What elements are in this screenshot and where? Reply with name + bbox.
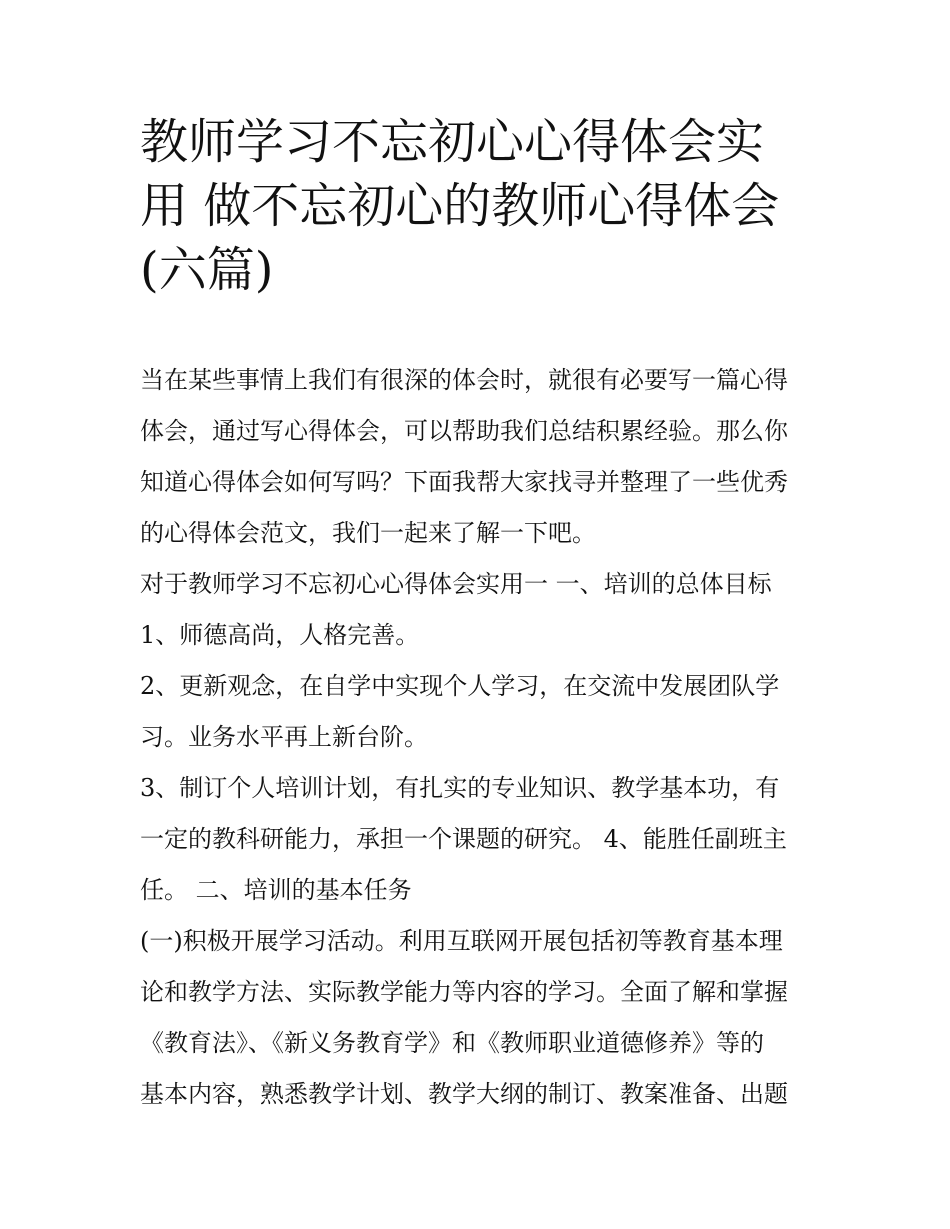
text-line: 基本内容，熟悉教学计划、教学大纲的制订、教案准备、出题: [140, 1080, 788, 1108]
text-line: 2、更新观念，在自学中实现个人学习，在交流中发展团队学: [140, 672, 780, 700]
document-body: [140, 355, 820, 1120]
title-line: 教师学习不忘初心心得体会实: [140, 114, 765, 170]
text-line: (一)积极开展学习活动。利用互联网开展包括初等教育基本理: [140, 927, 783, 955]
title-line: (六篇): [140, 242, 274, 298]
text-line: 知道心得体会如何写吗？下面我帮大家找寻并整理了一些优秀: [140, 468, 788, 496]
text-line: 一定的教科研能力，承担一个课题的研究。 4、能胜任副班主: [140, 825, 787, 853]
text-line: 当在某些事情上我们有很深的体会时，就很有必要写一篇心得: [140, 366, 788, 394]
document-title: [140, 110, 820, 302]
text-line: 习。业务水平再上新台阶。: [140, 723, 428, 751]
text-line: 体会，通过写心得体会，可以帮助我们总结积累经验。那么你: [140, 417, 788, 445]
text-line: 任。 二、培训的基本任务: [140, 876, 412, 904]
text-line: 对于教师学习不忘初心心得体会实用一 一、培训的总体目标: [140, 570, 772, 598]
text-line: 的心得体会范文，我们一起来了解一下吧。: [140, 519, 596, 547]
text-line: 论和教学方法、实际教学能力等内容的学习。全面了解和掌握: [140, 978, 788, 1006]
title-line: 用 做不忘初心的教师心得体会: [140, 178, 780, 234]
text-line: 1、师德高尚，人格完善。: [140, 621, 420, 649]
text-line: 3、制订个人培训计划，有扎实的专业知识、教学基本功，有: [140, 774, 780, 802]
text-line: 《教育法》、《新义务教育学》和《教师职业道德修养》等的: [140, 1029, 764, 1057]
